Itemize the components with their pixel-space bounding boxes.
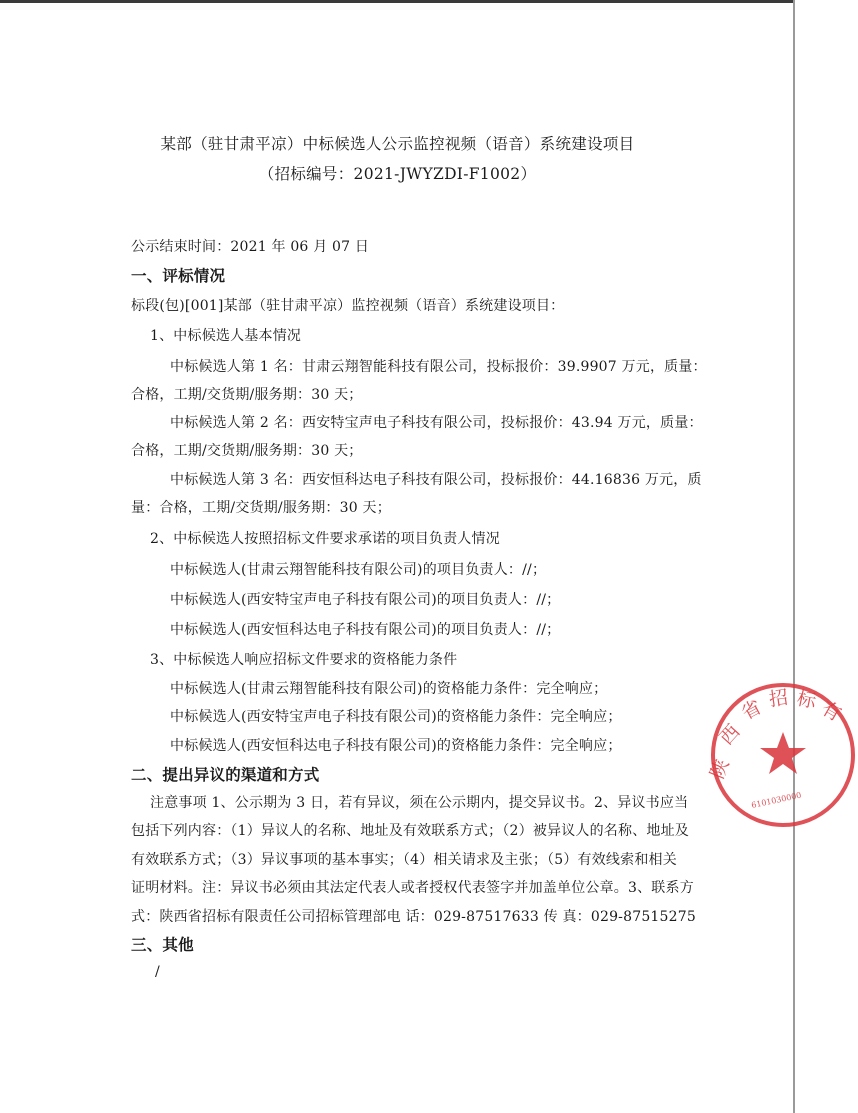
subsection-3-title: 3、中标候选人响应招标文件要求的资格能力条件 — [150, 652, 458, 668]
document-title: 某部（驻甘肃平凉）中标候选人公示监控视频（语音）系统建设项目 — [160, 135, 635, 153]
seal-char-1: 陕 — [706, 756, 734, 782]
subsection-1-title: 1、中标候选人基本情况 — [150, 328, 302, 344]
candidate-1-line-b: 合格，工期/交货期/服务期：30 天； — [131, 387, 363, 403]
objection-line-2: 包括下列内容：（1）异议人的名称、地址及有效联系方式；（2）被异议人的名称、地址及 — [131, 823, 690, 839]
section-3-content: / — [155, 964, 160, 980]
section-3-heading: 三、其他 — [131, 936, 194, 954]
project-leader-2: 中标候选人(西安特宝声电子科技有限公司)的项目负责人：//； — [170, 592, 561, 608]
seal-char-6: 有 — [817, 697, 845, 726]
seal-char-5: 标 — [794, 687, 819, 713]
project-leader-1: 中标候选人(甘肃云翔智能科技有限公司)的项目负责人：//； — [170, 562, 547, 578]
lot-description: 标段(包)[001]某部（驻甘肃平凉）监控视频（语音）系统建设项目： — [131, 298, 565, 314]
seal-char-4: 招 — [767, 686, 790, 711]
company-seal — [708, 680, 858, 830]
qualification-1: 中标候选人(甘肃云翔智能科技有限公司)的资格能力条件：完全响应； — [170, 681, 608, 697]
candidate-3-line-b: 量：合格，工期/交货期/服务期：30 天； — [131, 500, 391, 516]
candidate-1-line-a: 中标候选人第 1 名：甘肃云翔智能科技有限公司，投标报价：39.9907 万元，质量： — [170, 359, 707, 375]
seal-star-icon — [760, 732, 806, 774]
objection-line-5: 式：陕西省招标有限责任公司招标管理部电 话：029-87517633 传 真：029-87515275 — [131, 909, 696, 925]
seal-char-2: 西 — [715, 720, 745, 750]
section-1-heading: 一、评标情况 — [131, 267, 226, 285]
qualification-3: 中标候选人(西安恒科达电子科技有限公司)的资格能力条件：完全响应； — [170, 738, 622, 754]
seal-char-3: 省 — [738, 696, 766, 725]
section-2-heading: 二、提出异议的渠道和方式 — [131, 766, 320, 784]
candidate-2-line-b: 合格，工期/交货期/服务期：30 天； — [131, 443, 363, 459]
project-leader-3: 中标候选人(西安恒科达电子科技有限公司)的项目负责人：//； — [170, 622, 561, 638]
objection-line-4: 证明材料。注：异议书必须由其法定代表人或者授权代表签字并加盖单位公章。3、联系方 — [131, 880, 694, 896]
subsection-2-title: 2、中标候选人按照招标文件要求承诺的项目负责人情况 — [150, 531, 500, 547]
candidate-3-line-a: 中标候选人第 3 名：西安恒科达电子科技有限公司，投标报价：44.16836 万元，质 — [170, 472, 702, 488]
page-top-edge — [0, 0, 795, 3]
end-time: 公示结束时间：2021 年 06 月 07 日 — [131, 239, 370, 255]
seal-number: 6101030000 — [750, 790, 803, 810]
objection-line-1: 注意事项 1、公示期为 3 日，若有异议，须在公示期内，提交异议书。2、异议书应当 — [150, 795, 689, 811]
candidate-2-line-a: 中标候选人第 2 名：西安特宝声电子科技有限公司，投标报价：43.94 万元，质量： — [170, 415, 703, 431]
objection-line-3: 有效联系方式；（3）异议事项的基本事实；（4）相关请求及主张；（5）有效线索和相关 — [131, 852, 677, 868]
qualification-2: 中标候选人(西安特宝声电子科技有限公司)的资格能力条件：完全响应； — [170, 709, 622, 725]
tender-number: （招标编号：2021-JWYZDI-F1002） — [258, 165, 537, 183]
